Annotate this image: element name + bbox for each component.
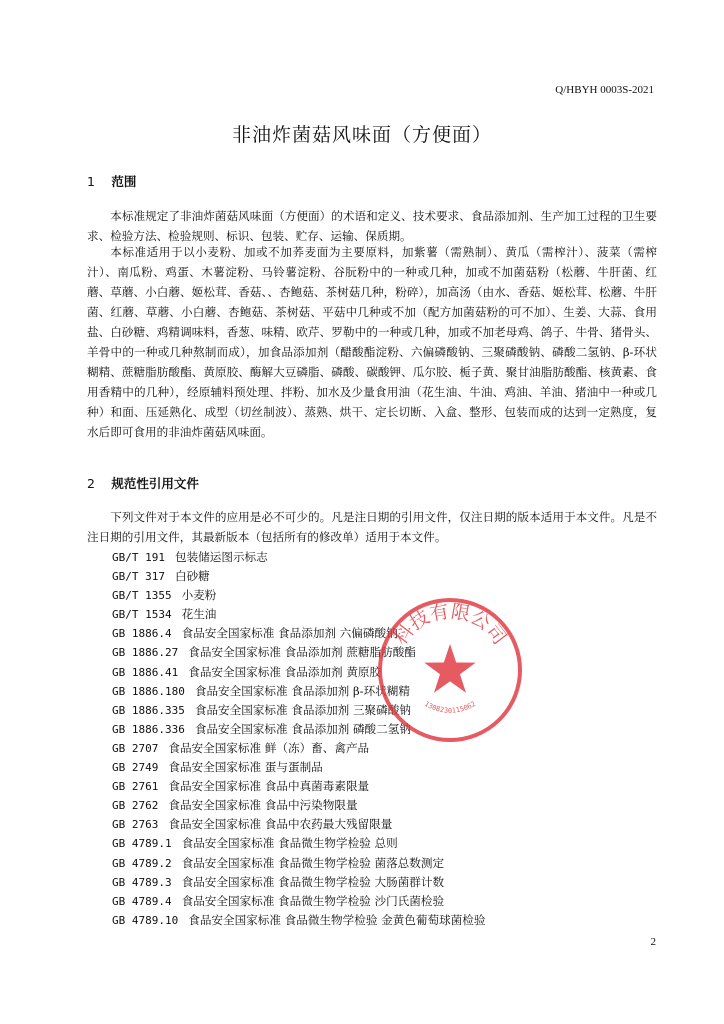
scope-paragraph-1: 本标准规定了非油炸菌菇风味面（方便面）的术语和定义、技术要求、食品添加剂、生产加工过程的卫生要求、检验方法、检验规则、标识、包装、贮存、运输、保质期。 — [87, 209, 657, 243]
reference-title: 食品安全国家标准 食品中真菌毒素限量 — [168, 779, 370, 794]
page-number: 2 — [650, 936, 656, 948]
seal-number: 1308230115062 — [422, 699, 478, 715]
section-title: 规范性引用文件 — [111, 476, 199, 491]
reference-code: GB/T 1534 — [112, 608, 172, 622]
standard-code: Q/HBYH 0003S-2021 — [555, 84, 654, 96]
reference-title: 小麦粉 — [181, 588, 217, 603]
reference-item — [112, 815, 485, 834]
reference-title: 食品安全国家标准 食品微生物学检验 菌落总数测定 — [181, 855, 445, 870]
reference-item — [112, 834, 485, 853]
reference-code: GB 2749 — [112, 761, 159, 775]
reference-title: 花生油 — [181, 607, 217, 622]
section-title: 范围 — [111, 174, 137, 189]
reference-code: GB/T 317 — [112, 570, 165, 584]
reference-item — [112, 854, 485, 873]
company-seal — [376, 596, 524, 744]
reference-item — [112, 758, 485, 777]
references-intro: 下列文件对于本文件的应用是必不可少的。凡是注日期的引用文件，仅注日期的版本适用于本文件。凡是不注日期的引用文件，其最新版本（包括所有的修改单）适用于本文件。 — [87, 510, 657, 544]
reference-item — [112, 567, 485, 586]
reference-code: GB 2762 — [112, 799, 159, 813]
reference-code: GB 4789.10 — [112, 913, 179, 927]
reference-code: GB/T 1355 — [112, 589, 172, 603]
scope-paragraph-2: 本标准适用于以小麦粉、加或不加荞麦面为主要原料，加紫薯（需熟制）、黄瓜（需榨汁）、菠菜（需榨汁）、南瓜粉、鸡蛋、木薯淀粉、马铃薯淀粉、谷朊粉中的一种或几种，加或不加菌菇粉（松蘑、牛肝菌、红蘑、草蘑、小白蘑、姬松茸、香菇、、杏鲍菇、茶树菇几种，粉碎），加高汤（由水、香菇、姬松茸、松蘑、牛肝菌、红蘑、草蘑、小白蘑、杏鲍菇、茶树菇、平菇中几种或不加（配方加菌菇粉的可不加）、生姜、大蒜、食用盐、白砂糖、鸡精调味料，香葱、味精、欧芹、罗勒中的一种或几种，加或不加老母鸡、鸽子、牛骨、猪骨头、羊骨中的一种或几种熬制而成），加食品添加剂（醋酸酯淀粉、六偏磷酸钠、三聚磷酸钠、磷酸二氢钠、β-环状糊精、蔗糖脂肪酸酯、黄原胶、酶解大豆磷脂、磷酸、碳酸钾、瓜尔胶、栀子黄、聚甘油脂肪酸酯、核黄素、食用香精中的几种），经原辅料预处理、拌粉、加水及少量食用油（花生油、牛油、鸡油、羊油、猪油中一种或几种）和面、压延熟化、成型（切丝制波）、蒸熟、烘干、定长切断、入盒、整形、包装而成的达到一定熟度，复水后即可食用的非油炸菌菇风味面。 — [87, 245, 657, 439]
reference-item — [112, 892, 485, 911]
reference-item — [112, 911, 485, 930]
section-number: 1 — [87, 174, 95, 189]
section-number: 2 — [87, 476, 95, 491]
reference-title: 食品安全国家标准 食品微生物学检验 大肠菌群计数 — [181, 874, 445, 889]
reference-code: GB/T 191 — [112, 551, 165, 564]
section-1-heading — [87, 172, 136, 190]
seal-star-icon — [424, 644, 475, 693]
reference-code: GB 4789.4 — [112, 894, 172, 908]
reference-title: 食品安全国家标准 食品添加剂 磷酸二氢钠 — [194, 721, 411, 736]
reference-code: GB 4789.3 — [112, 875, 172, 889]
reference-code: GB 1886.336 — [112, 722, 185, 736]
reference-item — [112, 873, 485, 892]
reference-code: GB 1886.335 — [112, 703, 185, 717]
reference-code: GB 4789.1 — [112, 837, 172, 851]
reference-title: 食品安全国家标准 蛋与蛋制品 — [168, 760, 323, 775]
reference-item — [112, 796, 485, 815]
reference-title: 食品安全国家标准 食品中农药最大残留限量 — [168, 817, 393, 832]
reference-title: 食品安全国家标准 食品微生物学检验 沙门氏菌检验 — [181, 893, 445, 908]
reference-code: GB 4789.2 — [112, 856, 172, 870]
reference-title: 食品安全国家标准 食品添加剂 六偏磷酸钠 — [181, 626, 398, 641]
reference-code: GB 2707 — [112, 741, 159, 755]
reference-title: 食品安全国家标准 食品微生物学检验 金黄色葡萄球菌检验 — [188, 912, 486, 927]
reference-title: 包装储运图示标志 — [174, 550, 268, 564]
reference-code: GB 2763 — [112, 818, 159, 832]
reference-title: 食品安全国家标准 食品添加剂 三聚磷酸钠 — [194, 702, 411, 717]
reference-title: 食品安全国家标准 食品微生物学检验 总则 — [181, 836, 398, 851]
reference-item — [112, 548, 485, 567]
reference-title: 食品安全国家标准 食品中污染物限量 — [168, 798, 358, 813]
reference-title: 食品安全国家标准 食品添加剂 蔗糖脂肪酸酯 — [188, 645, 416, 660]
reference-code: GB 1886.4 — [112, 627, 172, 641]
reference-code: GB 1886.180 — [112, 684, 185, 698]
reference-item — [112, 777, 485, 796]
reference-code: GB 1886.27 — [112, 646, 179, 660]
seal-text: 科技有限公司 — [389, 600, 511, 649]
section-2-heading — [87, 474, 199, 492]
reference-title: 食品安全国家标准 食品添加剂 β-环状糊精 — [194, 683, 410, 698]
reference-code: GB 2761 — [112, 780, 159, 794]
reference-title: 食品安全国家标准 鲜（冻）畜、禽产品 — [168, 740, 370, 755]
reference-title: 白砂糖 — [174, 569, 210, 584]
reference-title: 食品安全国家标准 食品添加剂 黄原胶 — [188, 664, 382, 679]
reference-code: GB 1886.41 — [112, 665, 179, 679]
document-title: 非油炸菌菇风味面（方便面） — [231, 124, 492, 146]
